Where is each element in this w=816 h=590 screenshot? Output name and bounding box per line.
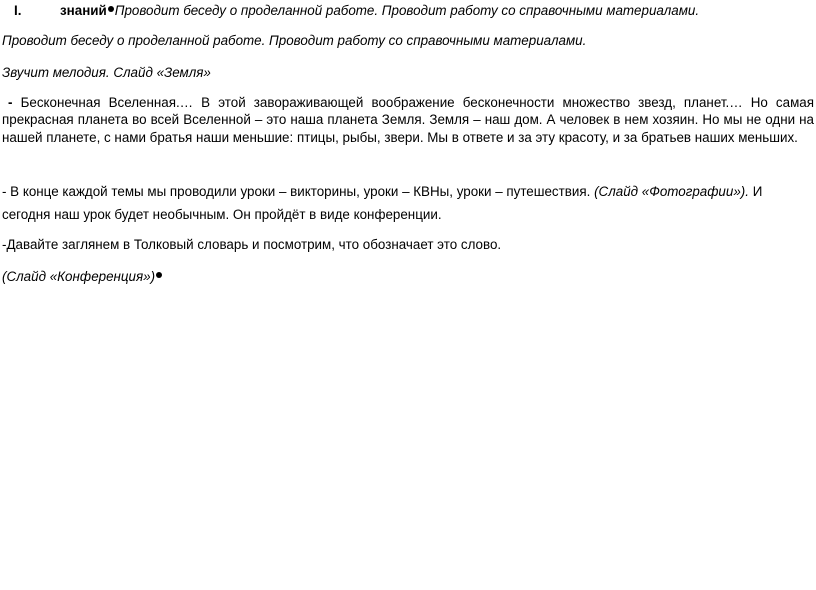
section-heading [14, 2, 816, 19]
paragraph-lessons-slide: (Слайд «Фотографии»). [594, 184, 749, 199]
italic-line-melody: Звучит мелодия. Слайд «Земля» [2, 65, 211, 80]
paragraph-dash: - [8, 95, 13, 110]
italic-line-activity: Проводит беседу о проделанной работе. Проводит работу со справочными материалами. [2, 33, 587, 48]
paragraph-lessons [2, 180, 814, 227]
paragraph-universe-text: Бесконечная Вселенная.… В этой завораживающей воображение бесконечности множество звезд, планет.… Но самая прекрасная планета во всей Вселенной – это наша планета Земля. Земля – наш дом. А человек в нем хозяин. Но мы не одни на нашей планете, с нами братья наши меньшие: птицы, рыбы, звери. Мы в ответе и за эту красоту, и за братьев наших меньших. [2, 95, 814, 145]
heading-bold-word: знаний [60, 3, 107, 18]
paragraph-slide-conference [2, 268, 814, 285]
paragraph-dictionary: -Давайте заглянем в Толковый словарь и посмотрим, что обозначает это слово. [2, 237, 502, 252]
paragraph-lessons-text-a: - В конце каждой темы мы проводили уроки – викторины, уроки – КВНы, уроки – путешествия. [2, 184, 595, 199]
bullet-dot-icon [108, 6, 114, 12]
heading-numeral: I. [14, 3, 22, 18]
heading-italic-text: Проводит беседу о проделанной работе. Проводит работу со справочными материалами. [114, 3, 700, 18]
paragraph-lessons-text-b: И сегодня наш урок будет необычным. Он пройдёт в виде конференции. [2, 184, 763, 223]
paragraph-universe [2, 94, 814, 146]
slide-conference-text: (Слайд «Конференция») [2, 269, 156, 284]
bullet-dot-icon [156, 272, 162, 278]
